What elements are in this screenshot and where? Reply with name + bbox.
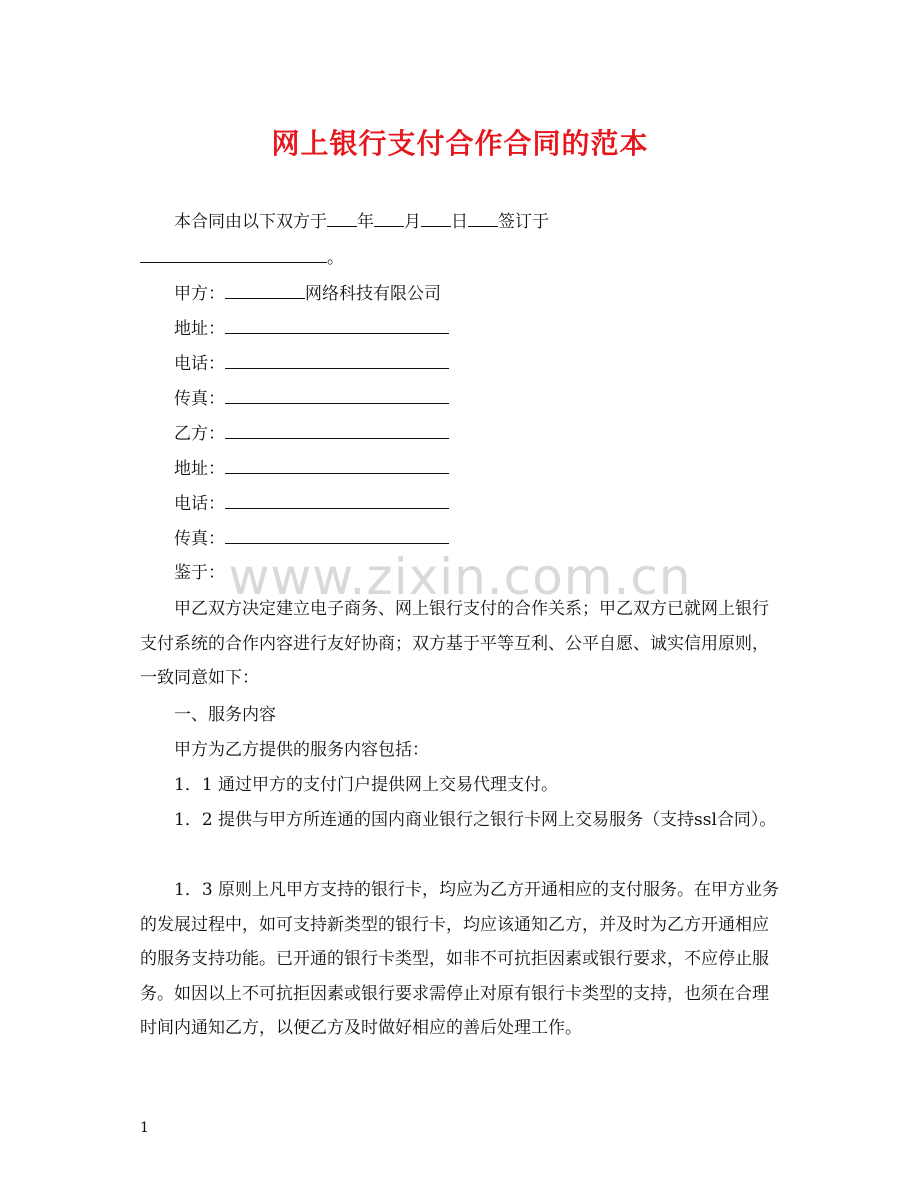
- intro-signed-at: 签订于: [498, 212, 549, 232]
- party-b-phone-label: 电话：: [174, 494, 225, 514]
- party-a-phone-line: [174, 352, 449, 375]
- watermark: www.zixin.com.cn: [228, 548, 692, 606]
- intro-prefix: 本合同由以下双方于: [174, 212, 327, 232]
- party-b-name-blank: [225, 422, 449, 439]
- party-b-label: 乙方：: [174, 424, 225, 444]
- party-a-address-line: [174, 317, 449, 340]
- party-a-label: 甲方：: [174, 284, 225, 304]
- party-b-fax-line: [174, 527, 449, 550]
- intro-year: 年: [357, 212, 374, 232]
- party-b-line: [174, 422, 449, 445]
- party-b-address-label: 地址：: [174, 459, 225, 479]
- place-blank: [140, 246, 327, 263]
- party-a-phone-blank: [225, 352, 449, 369]
- intro-day: 日: [451, 212, 468, 232]
- party-b-address-line: [174, 457, 449, 480]
- date-blank: [468, 210, 498, 227]
- year-blank: [327, 210, 357, 227]
- intro-month: 月: [404, 212, 421, 232]
- party-a-phone-label: 电话：: [174, 354, 225, 374]
- party-a-fax-blank: [225, 387, 449, 404]
- document-title: 网上银行支付合作合同的范本: [271, 127, 649, 160]
- party-a-fax-line: [174, 387, 449, 410]
- clause-1-3: 1．3 原则上凡甲方支持的银行卡，均应为乙方开通相应的支付服务。在甲方业务的发展过程中，如可支持新类型的银行卡，均应该通知乙方，并及时为乙方开通相应的服务支持功能。已开通的银行卡类型，如非不可抗拒因素或银行要求，不应停止服务。如因以上不可抗拒因素或银行要求需停止对原有银行卡类型的支持，也须在合理时间内通知乙方，以便乙方及时做好相应的善后处理工作。: [140, 880, 780, 1038]
- party-b-address-blank: [225, 457, 449, 474]
- section-1-intro: 甲方为乙方提供的服务内容包括：: [174, 740, 429, 760]
- intro-end: 。: [327, 248, 344, 268]
- clause-1-1: 1．1 通过甲方的支付门户提供网上交易代理支付。: [174, 775, 559, 795]
- intro-line: [174, 210, 549, 233]
- place-line: [140, 246, 344, 269]
- party-a-fax-label: 传真：: [174, 389, 225, 409]
- party-b-fax-blank: [225, 527, 449, 544]
- party-b-fax-label: 传真：: [174, 529, 225, 549]
- party-a-name-blank: [225, 282, 305, 299]
- party-a-company: 网络科技有限公司: [305, 284, 441, 304]
- day-blank: [421, 210, 451, 227]
- party-a-address-blank: [225, 317, 449, 334]
- whereas-label: 鉴于：: [174, 563, 225, 583]
- page-number: 1: [140, 1120, 149, 1136]
- preamble-paragraph: 甲乙双方决定建立电子商务、网上银行支付的合作关系；甲乙双方已就网上银行支付系统的合作内容进行友好协商；双方基于平等互利、公平自愿、诚实信用原则，一致同意如下：: [140, 599, 769, 688]
- clause-1-2: 1．2 提供与甲方所连通的国内商业银行之银行卡网上交易服务（支持ssl合同）。: [174, 810, 777, 830]
- party-b-phone-line: [174, 492, 449, 515]
- party-a-line: [174, 282, 441, 305]
- section-1-title: 一、服务内容: [174, 705, 276, 725]
- party-b-phone-blank: [225, 492, 449, 509]
- party-a-address-label: 地址：: [174, 319, 225, 339]
- month-blank: [374, 210, 404, 227]
